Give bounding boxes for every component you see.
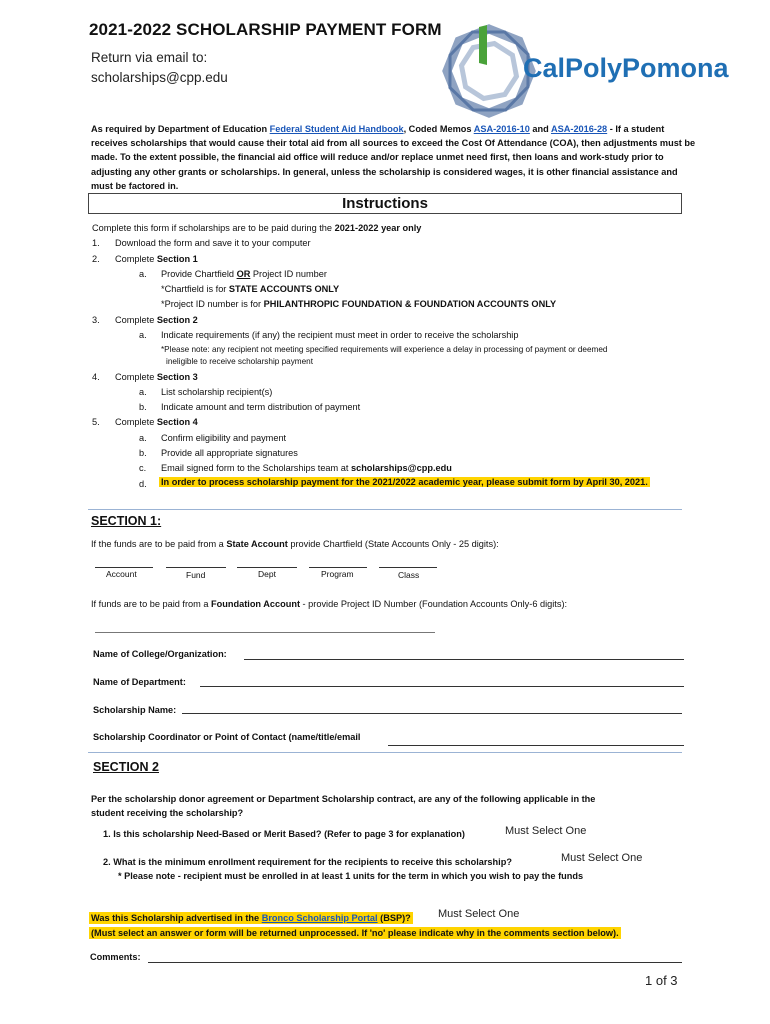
coordinator-field[interactable] [388,745,684,746]
step-5c: Email signed form to the Scholarships team at scholarships@cpp.edu [161,463,452,473]
divider [88,509,682,510]
page-number: 1 of 3 [645,973,678,988]
chartfield-dept-line[interactable] [237,567,297,568]
comments-field[interactable] [148,962,682,963]
step-3a-note: *Please note: any recipient not meeting specified requirements will experience a delay in processing of payment or deemed [161,345,608,354]
chartfield-class-label: Class [398,570,420,580]
step-1: Download the form and save it to your computer [115,238,311,248]
step-5a: Confirm eligibility and payment [161,433,287,443]
instructions-heading: Instructions [88,193,682,214]
cpp-logo-mark-icon [445,25,729,117]
college-field[interactable] [244,659,684,660]
step-4: Complete Section 3 [115,372,198,382]
chartfield-account-line[interactable] [95,567,153,568]
step-3: Complete Section 2 [115,315,198,325]
department-label: Name of Department: [93,677,186,687]
logo-wordmark: CalPolyPomona [523,53,729,83]
question-2: 2. What is the minimum enrollment requirement for the recipients to receive this scholarship? [103,857,512,867]
coordinator-label: Scholarship Coordinator or Point of Contact (name/title/email [93,732,361,742]
scholarship-name-label: Scholarship Name: [93,705,177,715]
section-2-intro: Per the scholarship donor agreement or Department Scholarship contract, are any of the following applicable in the [91,794,596,804]
cpp-logo [445,25,729,117]
chartfield-dept-label: Dept [258,569,276,579]
chartfield-class-line[interactable] [379,567,437,568]
divider [88,752,682,753]
chartfield-account-label: Account [106,569,137,579]
asa-2016-28-link[interactable]: ASA-2016-28 [550,124,608,134]
step-2a-note-2: *Project ID number is for PHILANTHROPIC FOUNDATION & FOUNDATION ACCOUNTS ONLY [161,299,557,309]
foundation-account-instruction: If funds are to be paid from a Foundation Account - provide Project ID Number (Foundation Accounts Only-6 digits): [91,599,568,609]
instructions-lead: Complete this form if scholarships are to be paid during the 2021-2022 year only [92,223,422,233]
scholarship-name-field[interactable] [182,713,682,714]
step-3a: Indicate requirements (if any) the recipient must meet in order to receive the scholarship [161,330,519,340]
substep-letter: c. [139,463,147,473]
bsp-question: Was this Scholarship advertised in the Bronco Scholarship Portal (BSP)? [91,913,411,923]
question-2-select[interactable]: Must Select One [561,852,643,864]
step-3a-note-cont: ineligible to receive scholarship payment [166,357,313,366]
chartfield-fund-line[interactable] [166,567,226,568]
step-4b: Indicate amount and term distribution of payment [161,402,361,412]
step-2a-note-1: *Chartfield is for STATE ACCOUNTS ONLY [161,284,340,294]
return-email: scholarships@cpp.edu [91,70,228,85]
project-id-field[interactable] [95,632,435,633]
form-title: 2021-2022 SCHOLARSHIP PAYMENT FORM [89,20,442,39]
step-5b: Provide all appropriate signatures [161,448,298,458]
bsp-select[interactable]: Must Select One [438,908,520,920]
substep-letter: a. [139,387,147,397]
deadline-notice: In order to process scholarship payment for the 2021/2022 academic year, please submit form by April 30, 2021. [161,477,648,487]
substep-letter: b. [139,448,147,458]
step-5: Complete Section 4 [115,417,198,427]
comments-label: Comments: [90,952,141,962]
question-1-select[interactable]: Must Select One [505,825,587,837]
step-number: 2. [92,254,100,264]
step-4a: List scholarship recipient(s) [161,387,273,397]
step-number: 5. [92,417,100,427]
chartfield-program-line[interactable] [309,567,367,568]
substep-letter: b. [139,402,147,412]
step-2a: Provide Chartfield OR Project ID number [161,269,327,279]
step-number: 3. [92,315,100,325]
college-label: Name of College/Organization: [93,649,227,659]
section-1-heading: SECTION 1: [91,514,162,528]
asa-2016-10-link[interactable]: ASA-2016-10 [473,124,530,134]
intro-paragraph: As required by Department of Education Federal Student Aid Handbook, Coded Memos ASA-2016-10 and ASA-2016-28 - If a student receives scholarships that would cause their total aid from all sources to exceed the Cost Of Attendance (COA), then adjustments must be made. To the extent possible, the financial aid office will reduce and/or replace unmet need first, then loans and work-study prior to adjusting any other grants or scholarships. In general, unless the scholarship is considered wages, it is other financial assistance and must be factored in. [91,124,696,191]
step-number: 4. [92,372,100,382]
step-number: 1. [92,238,100,248]
question-1: 1. Is this scholarship Need-Based or Merit Based? (Refer to page 3 for explanation) [103,829,465,839]
bsp-note: (Must select an answer or form will be returned unprocessed. If 'no' please indicate why in the comments section below). [91,928,619,938]
chartfield-program-label: Program [321,569,354,579]
section-2-intro-cont: student receiving the scholarship? [91,808,244,818]
substep-letter: d. [139,479,147,489]
section-2-heading: SECTION 2 [93,760,159,774]
department-field[interactable] [200,686,684,687]
question-2-note: * Please note - recipient must be enrolled in at least 1 units for the term in which you wish to pay the funds [118,871,584,881]
state-account-instruction: If the funds are to be paid from a State Account provide Chartfield (State Accounts Only - 25 digits): [91,539,499,549]
fsa-handbook-link[interactable]: Federal Student Aid Handbook [269,124,404,134]
substep-letter: a. [139,433,147,443]
substep-letter: a. [139,269,147,279]
chartfield-fund-label: Fund [186,570,206,580]
bronco-scholarship-portal-link[interactable]: Bronco Scholarship Portal [261,913,378,923]
step-2: Complete Section 1 [115,254,198,264]
return-instruction: Return via email to: [91,50,208,65]
substep-letter: a. [139,330,147,340]
